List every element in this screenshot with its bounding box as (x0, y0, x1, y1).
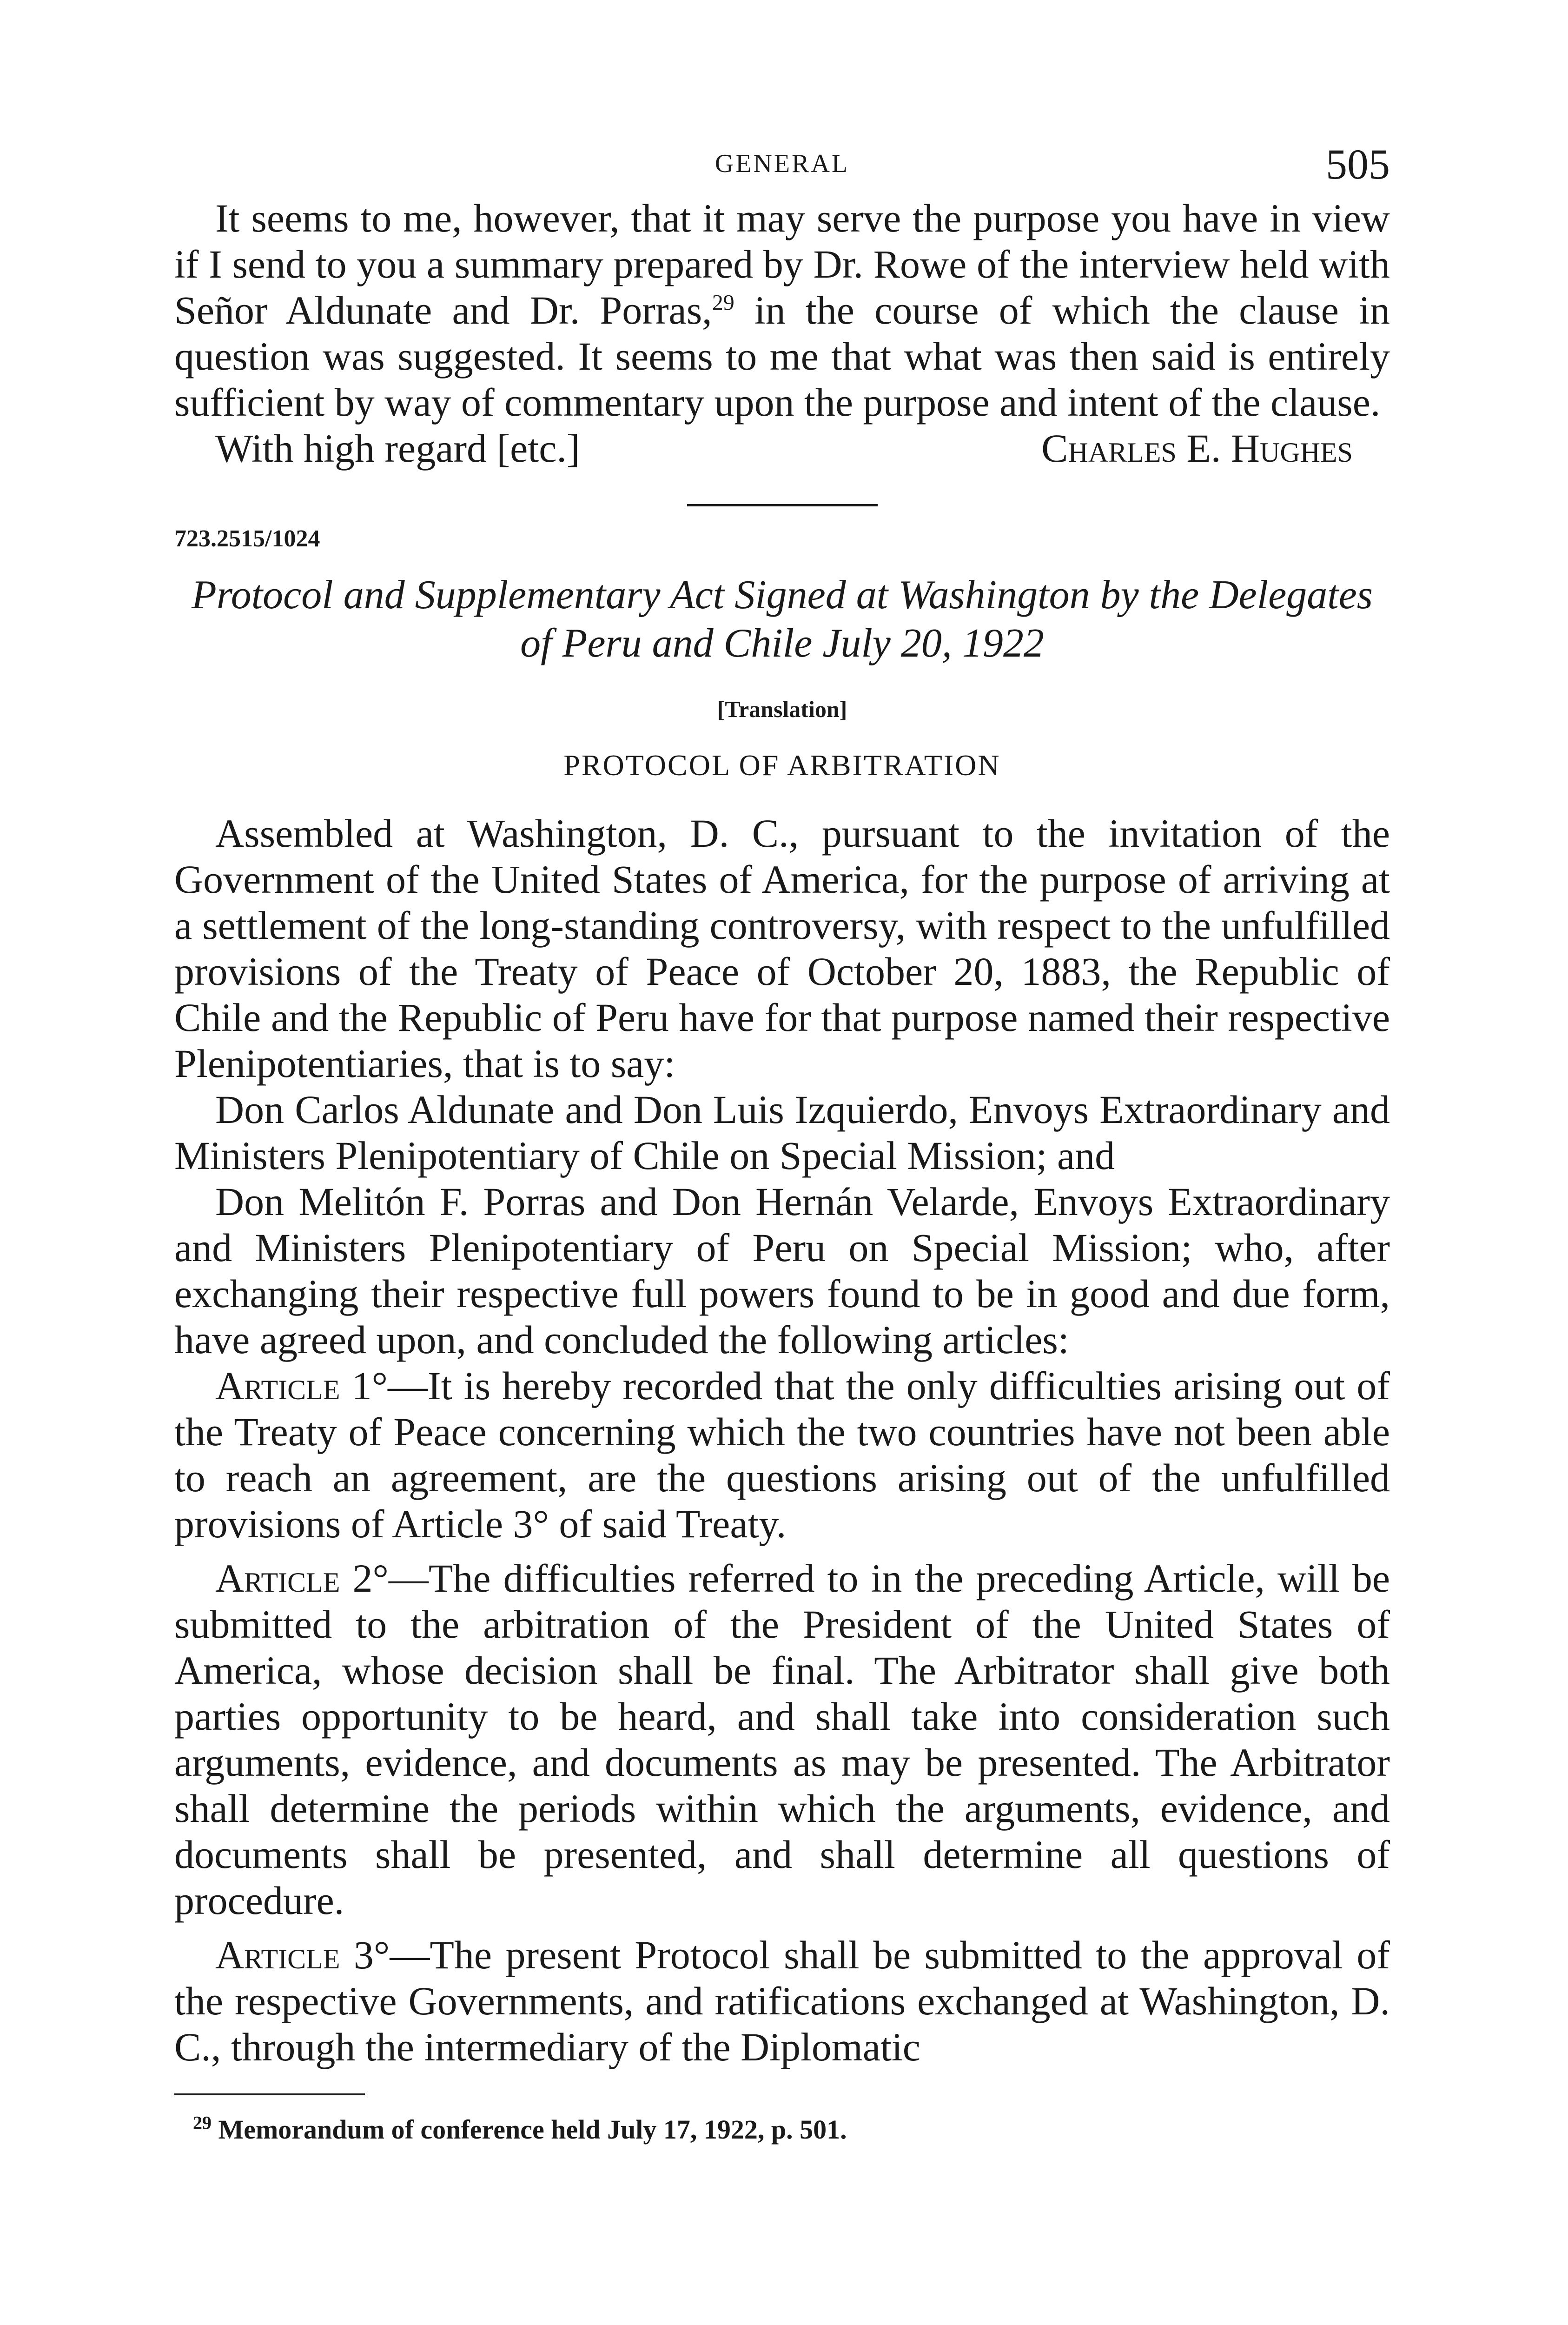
letter-text-part-1: It seems to me, however, that it may serve the purpose you have in view if I send to you a summary prepared by Dr. Rowe of the interview held with Señor Aldunate and Dr. Porras, (174, 196, 1390, 332)
closing-line (174, 425, 1390, 472)
article-1-paragraph (174, 1363, 1390, 1547)
chile-delegates-paragraph: Don Carlos Aldunate and Don Luis Izquierdo, Envoys Extraordinary and Ministers Plenipotentiary of Chile on Special Mission; and (174, 1087, 1390, 1178)
article-2-paragraph (174, 1555, 1390, 1924)
footnote-rule (174, 2093, 365, 2095)
translation-note: [Translation] (717, 696, 847, 722)
running-title: GENERAL (715, 149, 850, 178)
article-3-paragraph (174, 1932, 1390, 2070)
preamble-paragraph: Assembled at Washington, D. C., pursuant to the invitation of the Government of the United States of America, for the purpose of arriving at a settlement of the long-standing controversy, with respect to the unfulfilled provisions of the Treaty of Peace of October 20, 1883, the Republic of Chile and the Republic of Peru have for that purpose named their respective Plenipotentiaries, that is to say: (174, 811, 1390, 1086)
letter-paragraph (174, 195, 1390, 425)
article-2-text: —The difficulties referred to in the preceding Article, will be submitted to the arbitration of the President of the United States of America, whose decision shall be final. The Arbitrator shall give both parties opportunity to be heard, and shall take into consideration such arguments, evidence, and documents as may be presented. The Arbitrator shall determine the periods within which the arguments, evidence, and documents shall be presented, and shall determine all questions of procedure. (174, 1556, 1390, 1923)
article-3-text: —The present Protocol shall be submitted to the approval of the respective Governments, and ratifications exchanged at Washington, D. C., through the intermediary of the Diplomatic (174, 1933, 1390, 2069)
closing-salutation: With high regard [etc.] (215, 426, 580, 471)
document-page (174, 140, 1390, 2145)
footnote (174, 2114, 1390, 2145)
article-1-text: —It is hereby recorded that the only difficulties arising out of the Treaty of Peace concerning which the two countries have not been able to reach an agreement, are the questions arising out of the unfulfilled provisions of Article 3° of said Treaty. (174, 1363, 1390, 1546)
footnote-marker: 29 (193, 2112, 212, 2133)
peru-delegates-paragraph: Don Melitón F. Porras and Don Hernán Velarde, Envoys Extraordinary and Ministers Plenipotentiary of Peru on Special Mission; who, after exchanging their respective full powers found to be in good and due form, have agreed upon, and concluded the following articles: (174, 1179, 1390, 1362)
file-number: 723.2515/1024 (174, 525, 320, 552)
article-1-label: Article 1° (215, 1363, 388, 1408)
running-head (174, 140, 1390, 195)
article-2-label: Article 2° (215, 1556, 389, 1601)
section-heading: PROTOCOL OF ARBITRATION (563, 749, 1001, 782)
section-divider (687, 504, 878, 506)
article-3-label: Article 3° (215, 1933, 390, 1977)
document-title: Protocol and Supplementary Act Signed at Washington by the Delegates of Peru and Chile July 20, 1922 (192, 572, 1373, 666)
footnote-reference: 29 (712, 290, 734, 315)
page-number: 505 (1326, 140, 1390, 188)
signature: Charles E. Hughes (1041, 426, 1353, 471)
letter-text-part-2: in the course of which the clause in question was suggested. It seems to me that what was then said is entirely sufficient by way of commentary upon the purpose and intent of the clause. (174, 288, 1390, 425)
footnote-text: Memorandum of conference held July 17, 1922, p. 501. (212, 2114, 847, 2145)
